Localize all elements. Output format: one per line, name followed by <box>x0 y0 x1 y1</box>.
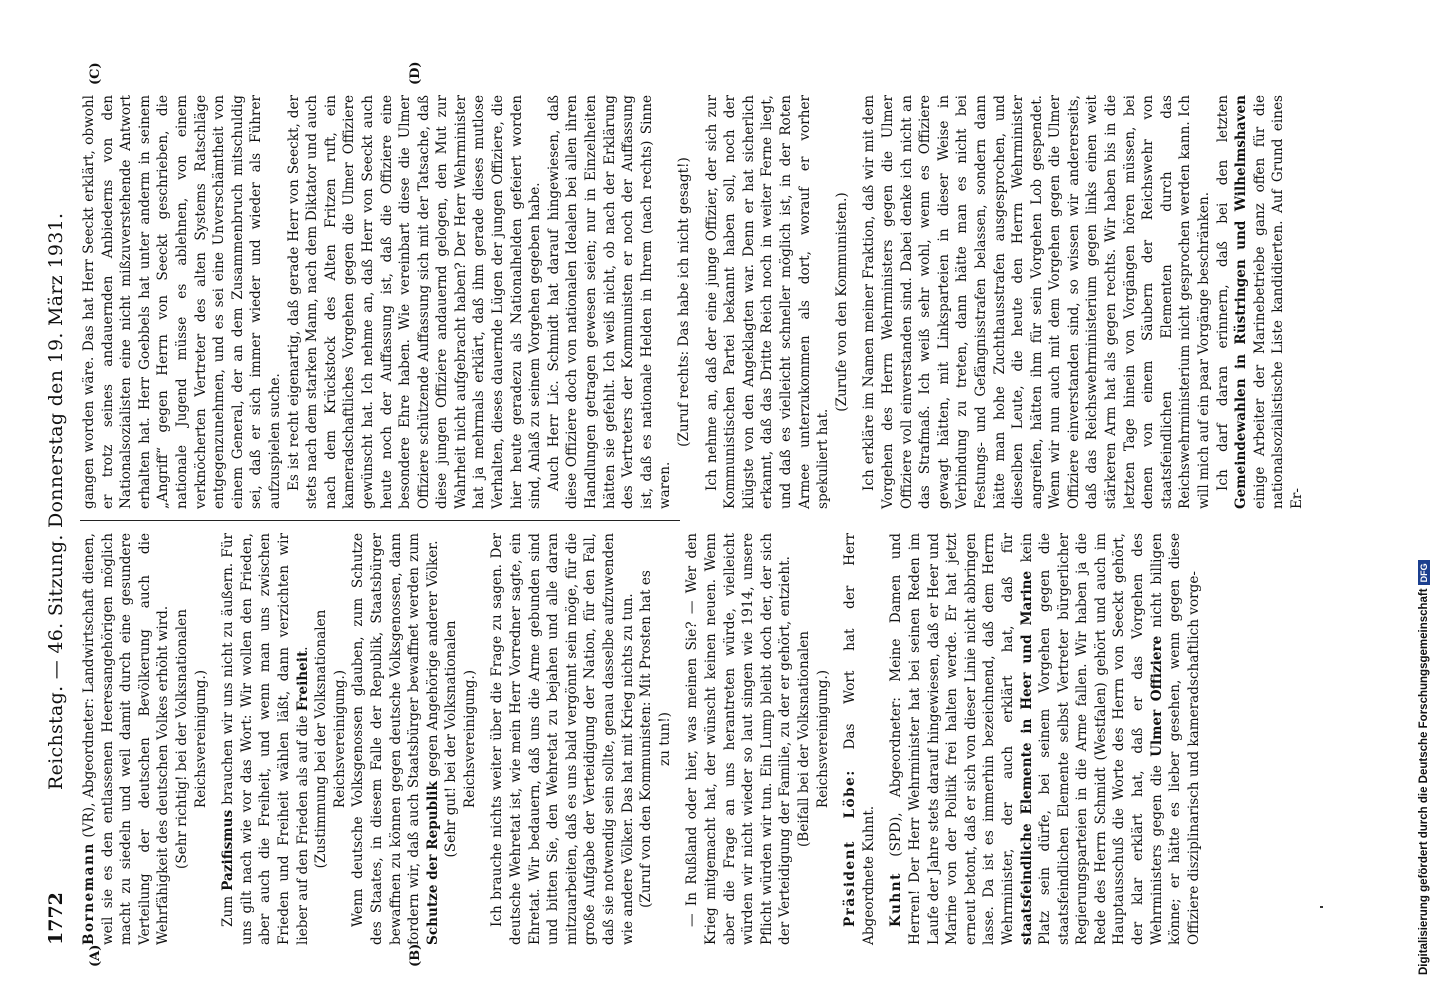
emphasis-text: Freiheit <box>294 650 311 712</box>
emphasis-text: Ulmer Offiziere <box>1148 635 1165 757</box>
left-column <box>80 532 1202 945</box>
margin-mark-d: (D) <box>408 61 423 85</box>
margin-mark-c: (C) <box>88 62 103 85</box>
credit-text: Digitalisierung gefördert durch die Deutsche Forschungsgemeinschaft <box>1418 588 1431 975</box>
paragraph <box>349 533 442 945</box>
margin-mark-a: (A) <box>88 944 103 967</box>
interjection: (Zuruf rechts: Das habe ich nicht gesagt!) <box>676 157 692 447</box>
emphasis-text: Pazifismus <box>220 809 237 891</box>
interjection: (Zuruf von den Kommunisten: Mit Prosten hat es zu tun!) <box>638 570 673 908</box>
paragraph <box>887 533 1203 945</box>
interjection: (Beifall bei der Volksnationalen Reichsvereinigung.) <box>795 631 831 847</box>
paragraph <box>841 533 878 945</box>
running-title: Reichstag. — 46. Sitzung. Donnerstag den 19. März 1931. <box>45 212 67 790</box>
paragraph <box>80 533 173 945</box>
paragraph <box>219 533 312 945</box>
paragraph: Auch Herr Lic. Schmidt hat darauf hingewiesen, daß diese Offiziere doch von nationalen Idealen bei allen ihren Handlungen getragen gewesen seien; nur in Einzelheiten hätten sie gefehlt. Ich weiß nicht, ob nach der Erklärung des Vertreters der Kommunisten er noch der Auffassung ist, daß es nationale Helden in Ihrem (nach rechts) Sinne waren. <box>545 95 674 509</box>
digitization-credit <box>1418 560 1430 975</box>
paragraph-text: Zum <box>220 890 237 927</box>
scan-speck <box>1320 906 1323 908</box>
paragraph-text: Das Wort hat der Herr Abgeordnete Kuhnt. <box>842 533 877 945</box>
paragraph-text: Ich darf daran erinnern, daß bei den letzten <box>1214 95 1231 491</box>
margin-mark-b: (B) <box>408 943 423 967</box>
paragraph: Ich brauche nichts weiter über die Frage zu sagen. Der deutsche Wehretat ist, wie mein Herr Vorredner sagte, ein Ehretat. Wir bedauern, daß uns die Arme gebunden sind und bitten Sie, den Wehretat zu bejahen und alle daran mitzuarbeiten, daß es uns bald vergönnt sein möge, für die große Aufgabe der Verteidigung der Nation, für den Fall, daß sie notwendig sein sollte, genau dasselbe aufzuwenden wie andere Völker. Das hat mit Krieg nichts zu tun. <box>489 533 636 945</box>
speaker-name: Bornemann <box>81 842 97 945</box>
paragraph: gangen worden wäre. Das hat Herr Seeckt erklärt, obwohl er trotz seines andauernden Anbiederns von den Nationalsozialisten eine nicht mißzuverstehende Antwort erhalten hat. Herr Goebbels hat unter anderm in seinem „Angriff“ gegen Herrn von Seeckt geschrieben, die nationale Jugend müsse es ablehnen, von einem verknöcherten Vertreter des alten Systems Ratschläge entgegenzunehmen, und es sei eine Unverschämtheit von einem General, der an dem Zusammenbruch mitschuldig sei, daß er sich immer wieder und wieder als Führer aufzuspielen suche. <box>81 95 283 509</box>
paragraph-text: brauchen wir uns nicht zu äußern. Für uns gilt nach wie vor das Wort: Wir wollen den Frieden, aber auch die Freiheit, und wenn man uns zwischen Frieden und Freiheit wählen läßt, dann verzichten wir lieber auf den Frieden als auf die <box>220 533 311 945</box>
paragraph: Ich erkläre im Namen meiner Fraktion, daß wir mit dem Vorgehen des Herrn Wehrministers gegen die Ulmer Offiziere voll einverstanden sind. Dabei denke ich nicht an das Strafmaß. Ich weiß sehr wohl, wenn es Offiziere gewagt hätten, mit Linksparteien in dieser Weise in Verbindung zu treten, dann hätte man es nicht bei Festungs- und Gefängnisstrafen belassen, sondern dann hätte man hohe Zuchthausstrafen ausgesprochen, und dieselben Leute, die heute den Herrn Wehrminister angreifen, hätten ihm für sein Vorgehen Lob gespendet. Wenn wir nun auch mit dem Vorgehen gegen die Ulmer Offiziere einverstanden sind, so wissen wir andererseits, daß das Reichswehrministerium gegen links einen weit stärkeren Arm hat als gegen rechts. Wir haben bis in die letzten Tage hinein von Vorgängen hören müssen, bei denen von einem Säubern der Reichswehr von staatsfeindlichen Elementen durch das Reichswehrministerium nicht gesprochen werden kann. Ich will mich auf ein paar Vorgänge beschränken. <box>861 95 1213 509</box>
interjection: (Sehr gut! bei der Volksnationalen Reichsvereinigung.) <box>443 620 478 858</box>
paragraph-text: (VR), Abgeordneter: Landwirtschaft dienen, weil sie es den entlassenen Heeresangehörigen möglich macht zu siedeln und weil damit durch eine gesundere Verteilung der deutschen Bevölkerung auch die Wehrfähigkeit des deutschen Volkes erhöht wird. <box>81 533 172 945</box>
paragraph: Ich nehme an, daß der eine junge Offizier, der sich zur Kommunistischen Partei bekannt haben soll, noch der klügste von den Angeklagten war. Denn er hat sicherlich erkannt, daß das Dritte Reich noch in weiter Ferne liegt, und daß es vielleicht schneller möglich ist, in der Roten Armee unterzukommen als dort, worauf er vorher spekuliert hat. <box>703 95 832 509</box>
paragraph-text: nicht billigen könne; er hätte es lieber gesehen, wenn gegen diese Offiziere disziplinarisch und kameradschaftlich vorge- <box>1148 532 1202 945</box>
speaker-name: Kuhnt <box>888 872 905 927</box>
paragraph-text: einige Arbeiter der Marinebetriebe ganz offen für die nationalsozialistische Liste kandidierten. Auf Grund eines Er- <box>1251 95 1305 509</box>
dfg-logo: DFG <box>1418 560 1430 585</box>
right-column <box>80 95 1305 509</box>
paragraph: — In Rußland oder hier, was meinen Sie? — Wer den Krieg mitgemacht hat, der wünscht keinen neuen. Wenn aber die Frage an uns herantreten würde, vielleicht würden wir nicht wieder so laut singen wie 1914, unsere Pflicht würden wir tun. Ein Lump bleibt doch der, der sich der Verteidigung der Familie, zu der er gehört, entzieht. <box>684 533 794 945</box>
page-header <box>40 65 72 945</box>
interjection: (Sehr richtig! bei der Volksnationalen Reichsvereinigung.) <box>173 609 209 869</box>
speaker-name: Präsident Löbe: <box>842 769 859 927</box>
emphasis-text: Schutze der Republik <box>424 781 441 945</box>
interjection: (Zustimmung bei der Volksnationalen Reichsvereinigung.) <box>313 609 348 869</box>
paragraph-text: (SPD), Abgeordneter: Meine Damen und Herren! Der Herr Wehrminister hat bei seinen Reden im Laufe der Jahre stets darauf hingewiesen, daß er Heer und Marine von der Politik frei halten werde. Er hat jetzt erneut betont, daß er sich von dieser Linie nicht abbringen lasse. Da ist es immerhin bezeichnend, daß dem Herrn Wehrminister, der auch erklärt hat, daß für <box>888 533 1016 945</box>
paragraph-text: Wenn deutsche Volksgenossen glauben, zum Schutze des Staates, in diesem Falle der Republik, Staatsbürger bewaffnen zu können gegen deutsche Volksgenossen, dann fordern wir, daß auch Staatsbürger bewaffnet werden zum <box>350 533 423 945</box>
column-rule <box>80 520 680 521</box>
paragraph <box>1214 95 1307 509</box>
emphasis-text: Gemeindewahlen in Rüstringen und Wilhelmshaven <box>1233 95 1250 509</box>
emphasis-text: staatsfeindliche Elemente in Heer und Marine <box>1018 570 1035 945</box>
paragraph: Es ist recht eigenartig, daß gerade Herr von Seeckt, der stets nach dem starken Mann, nach dem Diktator und auch nach dem Krückstock des Alten Fritzen ruft, ein kameradschaftliches Vorgehen gegen die Ulmer Offiziere gewünscht hat. Ich nehme an, daß Herr von Seeckt auch heute noch der Auffassung ist, daß die Offiziere eine besondere Ehre haben. Wie vereinbart diese die Ulmer Offiziere schützende Auffassung sich mit der Tatsache, daß diese jungen Offiziere andauernd gelogen, den Mut zur Wahrheit nicht aufgebracht haben? Der Herr Wehrminister hat ja mehrmals erklärt, daß ihm gerade dieses mutlose Verhalten, dieses dauernde Lügen der jungen Offiziere, die hier heute geradezu als Nationalhelden gefeiert worden sind, Anlaß zu seinem Vorgehen gegeben habe. <box>285 95 544 509</box>
interjection: (Zurufe von den Kommunisten.) <box>833 192 850 412</box>
paragraph-text: . <box>294 646 311 651</box>
paragraph-text: kein Platz sein dürfe, bei seinem Vorgehen gegen die staatsfeindlichen Elemente selbst Vertreter bürgerlicher Regierungsparteien in die Arme fallen. Wir haben ja die Rede des Herrn Schmidt (Westfalen) gehört und auch im Hauptausschuß die Worte des Herrn von Seeckt gehört, der klar erklärt hat, daß er das Vorgehen des Wehrministers gegen die <box>1018 533 1165 945</box>
rotated-page <box>40 61 1340 967</box>
page-number: 1772 <box>45 892 67 945</box>
paragraph-text: gegen Angehörige anderer Völker. <box>424 540 441 782</box>
